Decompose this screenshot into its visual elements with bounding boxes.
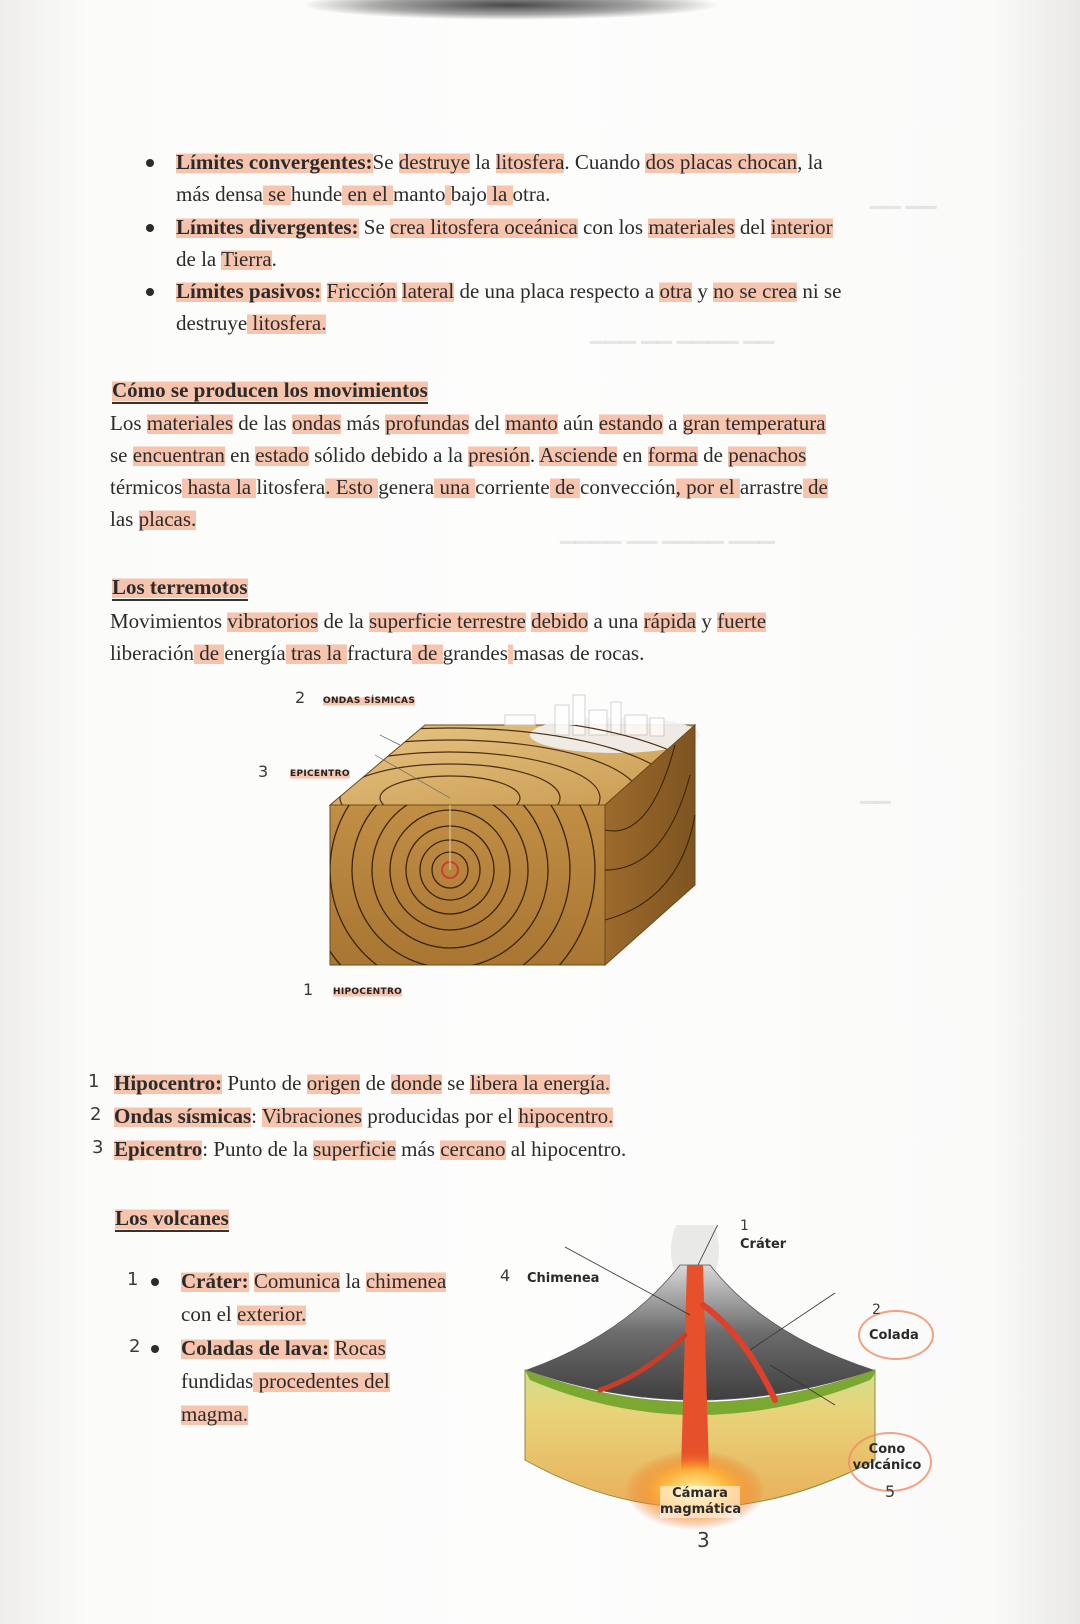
volcano-item-number: 2 bbox=[129, 1336, 141, 1357]
boundary-segment: de la bbox=[176, 247, 222, 271]
definition-line bbox=[114, 1133, 626, 1165]
boundary-segment: manto bbox=[392, 182, 446, 206]
boundary-segment bbox=[321, 279, 326, 303]
boundary-segment: litosfera. bbox=[247, 311, 327, 335]
bleed-through-marks: ▁▁▁▁ ▁▁ ▁▁▁▁ ▁▁▁ bbox=[560, 522, 775, 544]
boundary-segment: otra. bbox=[512, 182, 551, 206]
earthquakes-segment: de bbox=[193, 641, 225, 665]
movements-segment: genera bbox=[378, 475, 435, 499]
movements-segment: profundas bbox=[385, 411, 470, 435]
earthquakes-segment: energía bbox=[224, 641, 286, 665]
definition-segment: Punto de bbox=[222, 1071, 307, 1095]
boundary-segment: Fricción bbox=[326, 279, 397, 303]
earthquakes-segment: fuerte bbox=[717, 609, 767, 633]
boundary-segment: litosfera bbox=[495, 150, 565, 174]
boundary-segment: dos placas chocan bbox=[645, 150, 798, 174]
label-cone: Cono volcánico bbox=[852, 1442, 922, 1473]
movements-segment: a bbox=[662, 411, 683, 435]
number-waves: 2 bbox=[295, 688, 306, 707]
movements-segment: térmicos bbox=[110, 475, 183, 499]
movements-segment: se bbox=[110, 443, 133, 467]
movements-segment: en bbox=[224, 443, 256, 467]
earthquakes-segment: masas de rocas. bbox=[513, 641, 645, 665]
definition-segment: se bbox=[442, 1071, 471, 1095]
boundary-segment: Tierra bbox=[221, 247, 272, 271]
volcano-item-segment: exterior. bbox=[236, 1302, 307, 1326]
movements-segment: , por el bbox=[675, 475, 740, 499]
movements-line bbox=[110, 439, 806, 471]
boundary-segment: destruye bbox=[176, 311, 248, 335]
movements-segment: litosfera bbox=[256, 475, 326, 499]
bleed-through-marks: ▁▁ ▁▁ bbox=[870, 187, 937, 209]
volcano-item-segment: la bbox=[340, 1269, 366, 1293]
movements-segment: aún bbox=[557, 411, 599, 435]
boundary-segment: lateral bbox=[401, 279, 455, 303]
boundary-segment: . bbox=[271, 247, 277, 271]
boundary-segment: , la bbox=[797, 150, 823, 174]
volcano-item-segment: magma. bbox=[181, 1402, 249, 1426]
movements-segment: sólido debido a la bbox=[308, 443, 469, 467]
boundary-line bbox=[176, 307, 326, 339]
label-epicenter: EPICENTRO bbox=[290, 769, 350, 779]
boundary-segment: del bbox=[734, 215, 771, 239]
movements-segment: arrastre bbox=[739, 475, 803, 499]
earthquakes-segment: liberación bbox=[110, 641, 194, 665]
bullet-dot bbox=[146, 288, 154, 296]
earthquakes-segment: de bbox=[412, 641, 443, 665]
bullet-dot bbox=[146, 224, 154, 232]
boundary-segment: hunde bbox=[290, 182, 343, 206]
earthquakes-segment: fractura bbox=[346, 641, 413, 665]
boundary-segment: la bbox=[469, 150, 496, 174]
movements-segment: presión bbox=[468, 443, 530, 467]
label-chamber: Cámara magmática bbox=[660, 1486, 742, 1517]
earthquakes-segment: debido bbox=[531, 609, 589, 633]
boundary-segment bbox=[397, 279, 402, 303]
boundary-line bbox=[176, 243, 277, 275]
movements-segment: en bbox=[617, 443, 648, 467]
movements-segment: encuentran bbox=[132, 443, 225, 467]
earthquake-diagram bbox=[255, 680, 725, 1010]
movements-segment: más bbox=[340, 411, 386, 435]
boundary-segment: más densa bbox=[176, 182, 263, 206]
boundary-segment: ni se bbox=[797, 279, 842, 303]
label-hypocenter: HIPOCENTRO bbox=[333, 987, 403, 997]
movements-segment: Asciende bbox=[539, 443, 618, 467]
bullet-dot bbox=[151, 1278, 159, 1286]
definition-segment: : Punto de la bbox=[202, 1137, 314, 1161]
movements-segment: las bbox=[110, 507, 139, 531]
earthquakes-segment: a una bbox=[588, 609, 644, 633]
volcanoes-title: Los volcanes bbox=[115, 1206, 229, 1230]
volcano-item-segment: con el bbox=[181, 1302, 237, 1326]
movements-segment: manto bbox=[505, 411, 558, 435]
movements-segment: convección bbox=[580, 475, 676, 499]
movements-segment: de las bbox=[233, 411, 292, 435]
definition-number: 1 bbox=[88, 1071, 100, 1092]
boundary-term: Límites convergentes: bbox=[176, 150, 373, 174]
boundary-segment: Se bbox=[372, 150, 399, 174]
definition-number: 2 bbox=[90, 1104, 102, 1125]
volcano-item-line bbox=[181, 1265, 446, 1297]
boundary-line bbox=[176, 146, 823, 178]
earthquakes-segment: superficie terrestre bbox=[368, 609, 526, 633]
number-crater: 1 bbox=[740, 1218, 749, 1234]
movements-segment: . Esto bbox=[325, 475, 379, 499]
boundary-segment: Se bbox=[358, 215, 391, 239]
bleed-through-marks: ▁▁ bbox=[860, 782, 891, 804]
volcano-item-term: Coladas de lava: bbox=[181, 1336, 330, 1360]
definition-line bbox=[114, 1100, 613, 1132]
boundary-term: Límites pasivos: bbox=[176, 279, 322, 303]
movements-segment: estado bbox=[255, 443, 309, 467]
movements-line bbox=[110, 471, 828, 503]
definition-segment: más bbox=[395, 1137, 441, 1161]
boundary-line bbox=[176, 211, 833, 243]
definition-segment: hipocentro. bbox=[518, 1104, 614, 1128]
definition-segment: de bbox=[360, 1071, 391, 1095]
label-crater: Cráter bbox=[740, 1237, 787, 1252]
movements-segment: Los bbox=[110, 411, 147, 435]
number-hypocenter: 1 bbox=[303, 980, 314, 999]
boundary-segment: crea litosfera oceánica bbox=[390, 215, 578, 239]
volcano-item-line bbox=[181, 1332, 386, 1364]
boundary-line bbox=[176, 178, 550, 210]
number-flow: 2 bbox=[872, 1302, 881, 1318]
movements-segment: gran temperatura bbox=[682, 411, 826, 435]
label-chimney: Chimenea bbox=[527, 1271, 600, 1286]
volcano-item-segment: procedentes del bbox=[253, 1369, 390, 1393]
definition-term: Hipocentro: bbox=[114, 1071, 223, 1095]
earthquakes-title: Los terremotos bbox=[112, 575, 248, 599]
definition-segment: producidas por el bbox=[362, 1104, 519, 1128]
movements-segment: del bbox=[469, 411, 506, 435]
earthquakes-segment: y bbox=[696, 609, 718, 633]
movements-title: Cómo se producen los movimientos bbox=[112, 378, 428, 402]
earthquakes-segment: vibratorios bbox=[227, 609, 319, 633]
bullet-dot bbox=[146, 159, 154, 167]
definition-line bbox=[114, 1067, 610, 1099]
definition-term: Ondas sísmicas bbox=[114, 1104, 252, 1128]
boundary-segment: en el bbox=[342, 182, 393, 206]
movements-segment: penachos bbox=[728, 443, 807, 467]
number-chimney: 4 bbox=[500, 1266, 511, 1285]
movements-segment: placas. bbox=[138, 507, 197, 531]
volcano-item-line bbox=[181, 1365, 390, 1397]
volcano-item-segment: fundidas bbox=[181, 1369, 254, 1393]
volcano-item-segment: Comunica bbox=[253, 1269, 341, 1293]
number-chamber: 3 bbox=[697, 1528, 710, 1552]
bullet-dot bbox=[151, 1345, 159, 1353]
earthquakes-line bbox=[110, 637, 644, 669]
earthquakes-segment: grandes bbox=[442, 641, 508, 665]
boundary-term: Límites divergentes: bbox=[176, 215, 359, 239]
earthquakes-line bbox=[110, 605, 766, 637]
movements-segment: una bbox=[434, 475, 476, 499]
boundary-segment: de una placa respecto a bbox=[454, 279, 660, 303]
movements-segment: de bbox=[549, 475, 581, 499]
definition-segment: donde bbox=[390, 1071, 443, 1095]
movements-line bbox=[110, 503, 196, 535]
number-epicenter: 3 bbox=[258, 762, 269, 781]
volcanoes-heading bbox=[115, 1203, 229, 1233]
volcano-item-line bbox=[181, 1298, 306, 1330]
movements-line bbox=[110, 407, 826, 439]
number-cone: 5 bbox=[885, 1482, 896, 1501]
boundary-segment: . Cuando bbox=[564, 150, 646, 174]
boundary-segment: bajo bbox=[450, 182, 487, 206]
boundary-segment: y bbox=[692, 279, 714, 303]
definition-segment: Vibraciones bbox=[261, 1104, 363, 1128]
boundary-segment: destruye bbox=[398, 150, 470, 174]
volcano-item-segment: chimenea bbox=[365, 1269, 447, 1293]
movements-segment: ondas bbox=[291, 411, 341, 435]
bleed-through-marks: ▁▁▁ ▁▁ ▁▁▁▁ ▁▁ bbox=[590, 322, 775, 344]
movements-segment: estando bbox=[598, 411, 663, 435]
top-edge-shadow bbox=[300, 0, 720, 20]
label-flow: Colada bbox=[869, 1328, 919, 1343]
earthquakes-segment: tras la bbox=[285, 641, 347, 665]
definition-segment: al hipocentro. bbox=[505, 1137, 627, 1161]
boundary-line bbox=[176, 275, 841, 307]
movements-segment: de bbox=[802, 475, 828, 499]
boundary-segment: se bbox=[262, 182, 291, 206]
boundary-segment: materiales bbox=[648, 215, 735, 239]
definition-segment: libera la energía. bbox=[470, 1071, 611, 1095]
volcano-item-term: Cráter: bbox=[181, 1269, 249, 1293]
boundary-segment: interior bbox=[770, 215, 833, 239]
earthquakes-heading bbox=[112, 572, 248, 602]
definition-segment: superficie bbox=[313, 1137, 396, 1161]
definition-segment: cercano bbox=[440, 1137, 506, 1161]
boundary-segment: otra bbox=[659, 279, 693, 303]
definition-segment: origen bbox=[306, 1071, 361, 1095]
volcano-item-number: 1 bbox=[127, 1269, 139, 1290]
definition-number: 3 bbox=[92, 1137, 104, 1158]
definition-segment: : bbox=[251, 1104, 262, 1128]
volcano-item-line bbox=[181, 1398, 248, 1430]
earthquakes-segment: rápida bbox=[643, 609, 697, 633]
movements-segment: corriente bbox=[475, 475, 550, 499]
boundary-segment: la bbox=[486, 182, 513, 206]
movements-heading bbox=[112, 375, 428, 405]
movements-segment: de bbox=[697, 443, 729, 467]
definition-term: Epicentro bbox=[114, 1137, 203, 1161]
earthquakes-segment: de la bbox=[318, 609, 369, 633]
movements-segment: materiales bbox=[146, 411, 234, 435]
movements-segment: hasta la bbox=[182, 475, 257, 499]
movements-segment: . bbox=[529, 443, 540, 467]
volcano-item-segment: Rocas bbox=[334, 1336, 386, 1360]
boundary-segment: no se crea bbox=[713, 279, 798, 303]
label-seismic-waves: ONDAS SÍSMICAS bbox=[323, 696, 416, 706]
earthquakes-segment: Movimientos bbox=[110, 609, 228, 633]
movements-segment: forma bbox=[647, 443, 698, 467]
boundary-segment: con los bbox=[577, 215, 649, 239]
